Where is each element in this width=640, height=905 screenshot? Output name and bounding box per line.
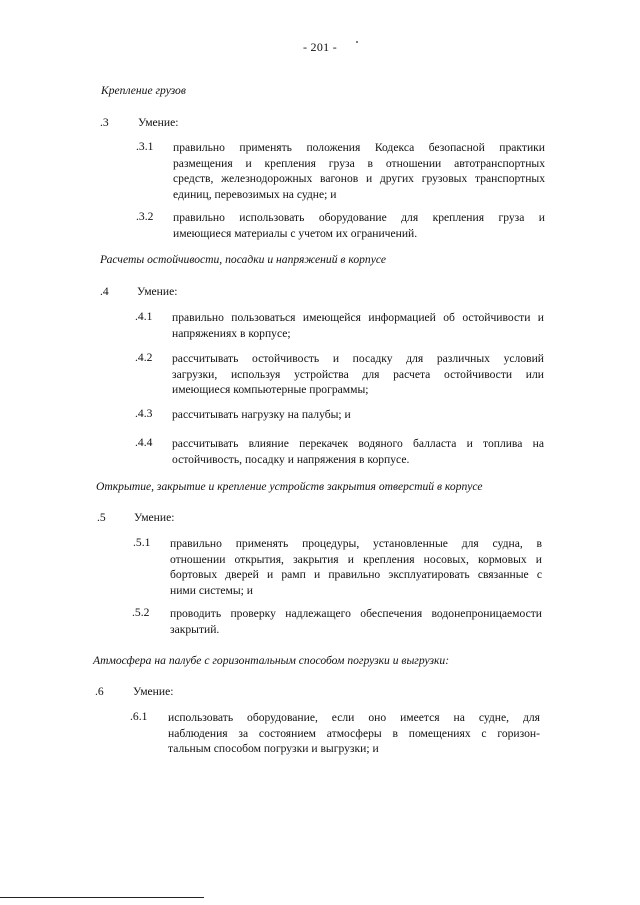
section-heading: Открытие, закрытие и крепление устройств закрытия отверстий в корпусе — [96, 480, 483, 493]
item-text — [172, 407, 544, 423]
item-number: .4.2 — [135, 351, 153, 364]
item-number: .4.4 — [135, 436, 153, 449]
text-line: средств, железнодорожных вагонов и других грузовых транспортных — [173, 172, 545, 186]
item-number: .6.1 — [130, 710, 148, 723]
page-number: - 201 - — [302, 40, 338, 54]
item-text — [172, 436, 544, 467]
item-number: .3.1 — [136, 140, 154, 153]
item-number: .5.1 — [133, 536, 151, 549]
item-text — [170, 606, 542, 637]
item-number: .4.1 — [135, 310, 153, 323]
text-line: рассчитывать остойчивость и посадку для различных условий — [172, 352, 544, 365]
text-line: закрытий. — [170, 622, 220, 636]
section-label: Умение: — [138, 116, 179, 129]
footnote-rule — [0, 897, 204, 898]
text-line: проводить проверку надлежащего обеспечения водонепроницаемости — [170, 607, 542, 620]
section-number: .6 — [95, 685, 104, 698]
item-text — [173, 140, 545, 202]
section-label: Умение: — [134, 511, 175, 524]
item-text — [173, 210, 545, 241]
item-text — [170, 536, 542, 598]
text-line: использовать оборудование, если оно имеется на судне, для — [168, 711, 540, 724]
item-number: .4.3 — [135, 407, 153, 420]
section-label: Умение: — [133, 685, 174, 698]
section-heading: Атмосфера на палубе с горизонтальным способом погрузки и выгрузки: — [93, 654, 450, 667]
section-heading: Крепление грузов — [101, 84, 186, 97]
item-text — [172, 310, 544, 341]
text-line: размещения и крепления груза в отношении автотранспортных — [173, 156, 545, 170]
text-line: наблюдения за состоянием атмосферы в помещениях с горизон- — [168, 726, 540, 740]
text-line: единиц, перевозимых на судне; и — [173, 187, 337, 201]
text-line: правильно пользоваться имеющейся информацией об остойчивости и — [172, 311, 544, 324]
text-line: правильно использовать оборудование для крепления груза и — [173, 211, 545, 224]
section-number: .3 — [100, 116, 109, 129]
text-line: рассчитывать влияние перекачек водяного балласта и топлива на — [172, 437, 544, 450]
scan-speck — [356, 41, 358, 43]
text-line: правильно применять процедуры, установленные для судна, в — [170, 537, 542, 550]
item-number: .3.2 — [136, 210, 154, 223]
text-line: имеющиеся материалы с учетом их ограничений. — [173, 226, 418, 240]
text-line: бортовых дверей и рамп и правильно эксплуатировать связанные с — [170, 568, 542, 582]
section-heading: Расчеты остойчивости, посадки и напряжений в корпусе — [100, 253, 387, 266]
text-line: правильно применять положения Кодекса безопасной практики — [173, 141, 545, 154]
text-line: тальным способом погрузки и выгрузки; и — [168, 742, 379, 756]
text-line: остойчивость, посадку и напряжения в корпусе. — [172, 452, 410, 466]
text-line: напряжениях в корпусе; — [172, 326, 291, 340]
item-text — [172, 351, 544, 398]
text-line: отношении открытия, закрытия и крепления носовых, кормовых и — [170, 552, 542, 566]
item-text — [168, 710, 540, 757]
item-number: .5.2 — [132, 606, 150, 619]
text-line: загрузки, используя устройства для расчета остойчивости или — [172, 367, 544, 381]
text-line: ними системы; и — [170, 583, 254, 597]
text-line: рассчитывать нагрузку на палубы; и — [172, 408, 351, 421]
section-label: Умение: — [137, 285, 178, 298]
section-number: .4 — [100, 285, 109, 298]
section-number: .5 — [97, 511, 106, 524]
text-line: имеющиеся компьютерные программы; — [172, 383, 369, 397]
